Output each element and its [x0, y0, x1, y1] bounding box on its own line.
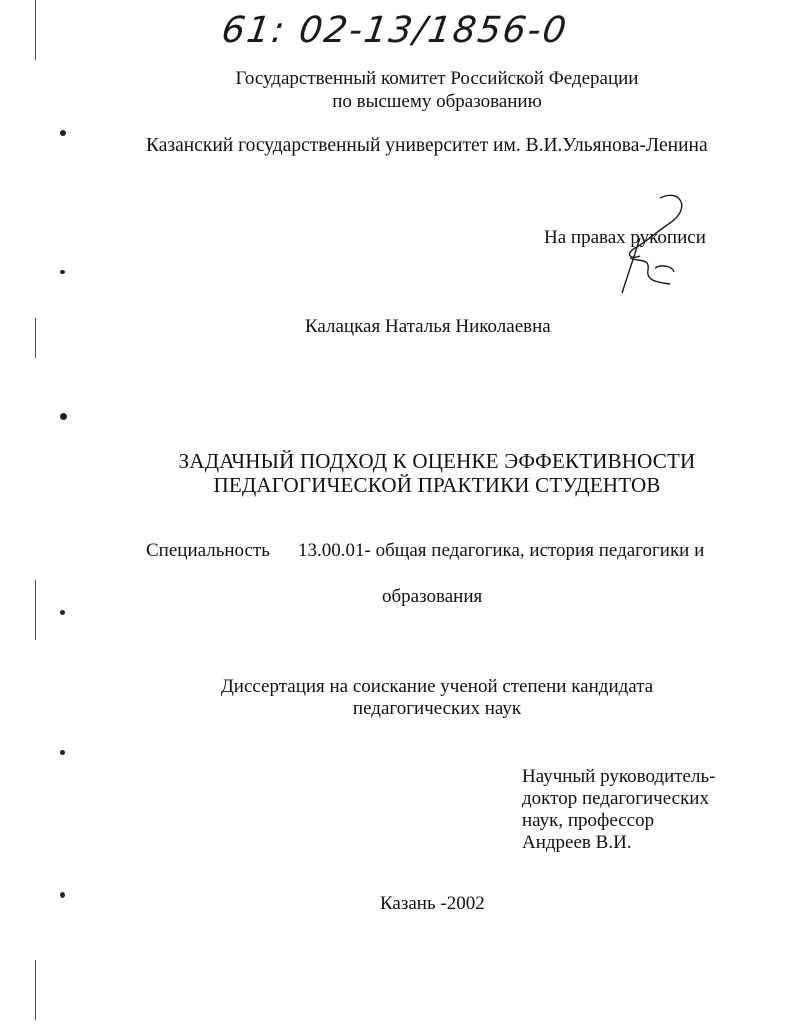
scan-dot — [60, 270, 65, 274]
degree-line-2: педагогических наук — [352, 698, 522, 719]
scan-dot — [60, 610, 65, 615]
scan-edge-line — [35, 960, 36, 1020]
specialty-continuation: образования — [382, 586, 483, 607]
scan-dot — [60, 750, 65, 755]
scan-edge-line — [35, 580, 36, 640]
scan-dot — [60, 413, 67, 420]
manuscript-rights: На правах рукописи — [544, 227, 706, 248]
supervisor-line-3: наук, профессор — [522, 810, 655, 831]
author-name: Калацкая Наталья Николаевна — [305, 316, 551, 337]
specialty-code: 13.00.01- общая педагогика, история педагогики и — [298, 540, 705, 561]
archive-code-handwritten: 61: 02-13/1856-0 — [219, 10, 571, 51]
university-name: Казанский государственный университет им. В.И.Ульянова-Ленина — [146, 135, 708, 156]
place-year: Казань -2002 — [380, 893, 485, 914]
supervisor-line-1: Научный руководитель- — [522, 766, 716, 787]
scan-edge-line — [35, 0, 36, 60]
specialty-label: Специальность — [146, 540, 270, 561]
dissertation-title-line-2: ПЕДАГОГИЧЕСКОЙ ПРАКТИКИ СТУДЕНТОВ — [213, 473, 661, 497]
supervisor-line-2: доктор педагогических — [522, 788, 709, 809]
dissertation-title-line-1: ЗАДАЧНЫЙ ПОДХОД К ОЦЕНКЕ ЭФФЕКТИВНОСТИ — [178, 449, 696, 473]
committee-line-1: Государственный комитет Российской Федерации — [235, 68, 639, 89]
scan-edge-line — [35, 318, 36, 358]
scan-dot — [60, 892, 65, 898]
signature-mark — [600, 188, 700, 298]
scan-dot — [60, 130, 66, 136]
committee-line-2: по высшему образованию — [332, 91, 542, 112]
degree-line-1: Диссертация на соискание ученой степени кандидата — [220, 676, 654, 697]
supervisor-line-4: Андреев В.И. — [522, 832, 632, 853]
